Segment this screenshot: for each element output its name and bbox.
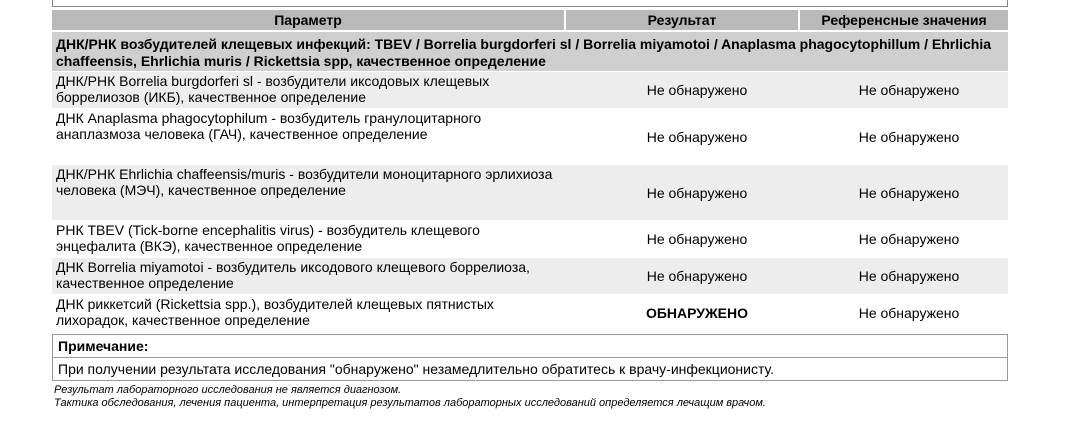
table-row — [52, 220, 1008, 257]
table-row — [52, 257, 1008, 294]
group-title: ДНК/РНК возбудителей клещевых инфекций: TBEV / Borrelia burgdorferi sl / Borrelia miyamotoi / Anaplasma phagocytophillum / Ehrlichia chaffeensis, Ehrlichia muris / Rickettsia spp, качественное определение — [52, 32, 1008, 71]
header-parameter: Параметр — [52, 10, 566, 30]
table-row — [52, 108, 1008, 164]
row-reference: Не обнаружено — [858, 128, 960, 145]
row-result: Не обнаружено — [646, 184, 748, 201]
row-parameter: ДНК Borrelia miyamotoi - возбудитель иксодового клещевого боррелиоза, качественное определение — [56, 259, 530, 291]
header-reference: Референсные значения — [821, 12, 987, 28]
row-reference: Не обнаружено — [858, 231, 960, 247]
row-parameter: ДНК Anaplasma phagocytophilum - возбудитель гранулоцитарного анаплазмоза человека (ГАЧ), качественное определение — [56, 110, 482, 142]
row-parameter: ДНК риккетсий (Rickettsia spp.), возбудителей клещевых пятнистых лихорадок, качественное определение — [56, 296, 494, 328]
row-reference: Не обнаружено — [858, 82, 960, 98]
results-sheet — [52, 0, 1008, 410]
row-result: Не обнаружено — [646, 128, 748, 145]
table-row — [52, 294, 1008, 331]
footer-disclaimer — [52, 381, 1008, 410]
row-reference: Не обнаружено — [858, 305, 960, 321]
note-box — [52, 334, 1008, 381]
row-parameter: ДНК/РНК Borrelia burgdorferi sl - возбудители иксодовых клещевых боррелиозов (ИКБ), качественное определение — [56, 73, 490, 105]
table-header — [52, 10, 1008, 30]
table-row — [52, 164, 1008, 220]
row-reference: Не обнаружено — [858, 184, 960, 201]
note-text: При получении результата исследования "обнаружено" незамедлительно обратитесь к врачу-инфекционисту. — [53, 357, 1007, 380]
row-parameter: ДНК/РНК Ehrlichia chaffeensis/muris - возбудители моноцитарного эрлихиоза человека (МЭЧ), качественное определение — [56, 166, 553, 198]
footer-line-1: Результат лабораторного исследования не является диагнозом. — [54, 384, 402, 396]
row-result: Не обнаружено — [646, 231, 748, 247]
header-result: Результат — [566, 10, 800, 30]
row-result-positive: ОБНАРУЖЕНО — [645, 305, 749, 321]
row-result: Не обнаружено — [646, 268, 748, 284]
previous-section-border — [52, 0, 1008, 7]
row-parameter: РНК TBEV (Tick-borne encephalitis virus) - возбудитель клещевого энцефалита (ВКЭ), качественное определение — [56, 222, 480, 254]
table-row — [52, 71, 1008, 108]
row-result: Не обнаружено — [646, 82, 748, 98]
footer-line-2: Тактика обследования, лечения пациента, интерпретация результатов лабораторных исследований определяется лечащим врачом. — [54, 397, 766, 409]
note-title: Примечание: — [58, 338, 149, 354]
row-reference: Не обнаружено — [858, 268, 960, 284]
